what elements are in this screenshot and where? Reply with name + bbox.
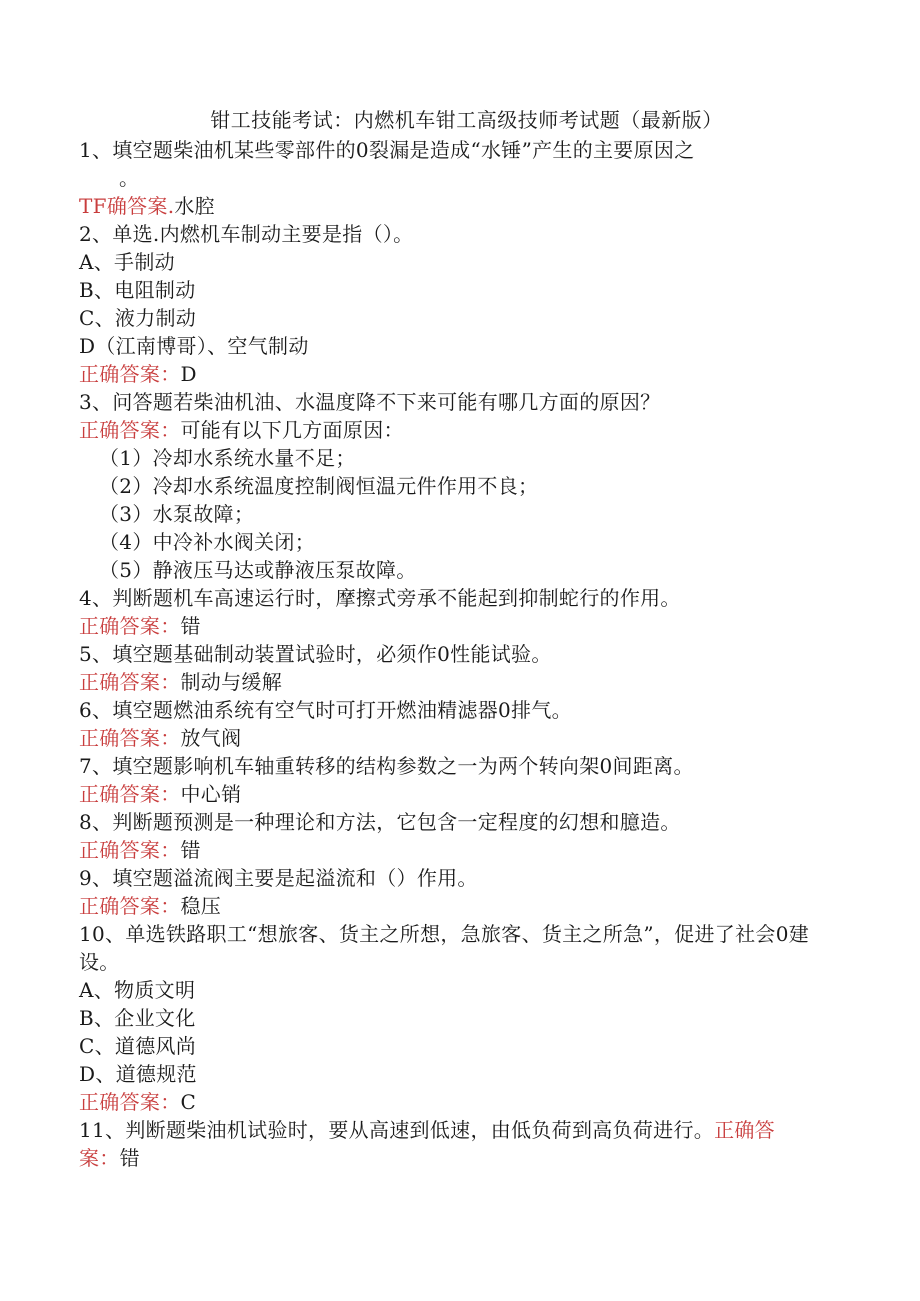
answer-value: 水腔 [174, 194, 215, 218]
answer-label: 正确答案： [79, 894, 181, 918]
question-10: 10、单选铁路职工“想旅客、货主之所想，急旅客、货主之所急”，促进了社会0建设。 [79, 922, 810, 974]
answer-point: （3）水泵故障； [99, 502, 255, 526]
answer-value: 错 [180, 838, 201, 862]
option-b: B、企业文化 [79, 1006, 196, 1030]
answer-value: C [180, 1090, 197, 1114]
answer-4 [79, 612, 820, 640]
option-c: C、道德风尚 [79, 1034, 197, 1058]
option-a: A、物质文明 [79, 978, 196, 1002]
answer-2 [79, 360, 820, 388]
question-1: 1、填空题柴油机某些零部件的0裂漏是造成“水锤”产生的主要原因之 [79, 138, 695, 162]
answer-label: 正确答案： [79, 670, 181, 694]
question-11-text: 11、判断题柴油机试验时，要从高速到低速，由低负荷到高负荷进行。 [79, 1118, 715, 1142]
answer-6 [79, 724, 820, 752]
answer-label: 正确答案： [79, 418, 181, 442]
question-6: 6、填空题燃油系统有空气时可打开燃油精滤器0排气。 [79, 698, 572, 722]
question-9: 9、填空题溢流阀主要是起溢流和（）作用。 [79, 866, 478, 890]
answer-value: 错 [180, 614, 201, 638]
answer-9 [79, 892, 820, 920]
answer-1 [79, 192, 820, 220]
answer-3 [79, 416, 820, 444]
answer-10 [79, 1088, 820, 1116]
question-5: 5、填空题基础制动装置试验时，必须作0性能试验。 [79, 642, 552, 666]
answer-label: 正确答案： [79, 726, 181, 750]
option-b: B、电阻制动 [79, 278, 196, 302]
option-d: D、道德规范 [79, 1062, 197, 1086]
option-c: C、液力制动 [79, 306, 197, 330]
answer-label: 案： [79, 1146, 120, 1170]
answer-value: 错 [119, 1146, 140, 1170]
answer-value: 中心销 [180, 782, 242, 806]
question-4: 4、判断题机车高速运行时，摩擦式旁承不能起到抑制蛇行的作用。 [79, 586, 681, 610]
question-8: 8、判断题预测是一种理论和方法，它包含一定程度的幻想和臆造。 [79, 810, 681, 834]
answer-value: D [180, 362, 197, 386]
question-11 [79, 1116, 820, 1144]
answer-value: 稳压 [180, 894, 222, 918]
answer-label: TF确答案. [79, 194, 175, 218]
answer-value: 可能有以下几方面原因： [180, 418, 404, 442]
answer-label: 正确答案： [79, 782, 181, 806]
answer-point: （2）冷却水系统温度控制阀恒温元件作用不良； [99, 474, 539, 498]
option-a: A、手制动 [79, 250, 175, 274]
answer-11 [79, 1144, 820, 1172]
answer-point: （5）静液压马达或静液压泵故障。 [99, 558, 417, 582]
answer-5 [79, 668, 820, 696]
answer-8 [79, 836, 820, 864]
answer-label: 正确答案： [79, 362, 181, 386]
answer-label: 正确答案： [79, 1090, 181, 1114]
question-1-continuation: 。 [119, 166, 140, 190]
answer-point: （1）冷却水系统水量不足； [99, 446, 356, 470]
answer-label: 正确答案： [79, 838, 181, 862]
answer-7 [79, 780, 820, 808]
answer-label: 正确答 [714, 1118, 775, 1142]
question-3: 3、问答题若柴油机油、水温度降不下来可能有哪几方面的原因？ [79, 390, 661, 414]
question-7: 7、填空题影响机车轴重转移的结构参数之一为两个转向架0间距离。 [79, 754, 694, 778]
question-2: 2、单选.内燃机车制动主要是指（）。 [79, 222, 414, 246]
answer-label: 正确答案： [79, 614, 181, 638]
answer-point: （4）中冷补水阀关闭； [99, 530, 316, 554]
answer-value: 放气阀 [180, 726, 242, 750]
answer-value: 制动与缓解 [180, 670, 282, 694]
document-title: 钳工技能考试：内燃机车钳工高级技师考试题（最新版） [210, 108, 723, 132]
option-d: D（江南博哥）、空气制动 [79, 334, 309, 358]
